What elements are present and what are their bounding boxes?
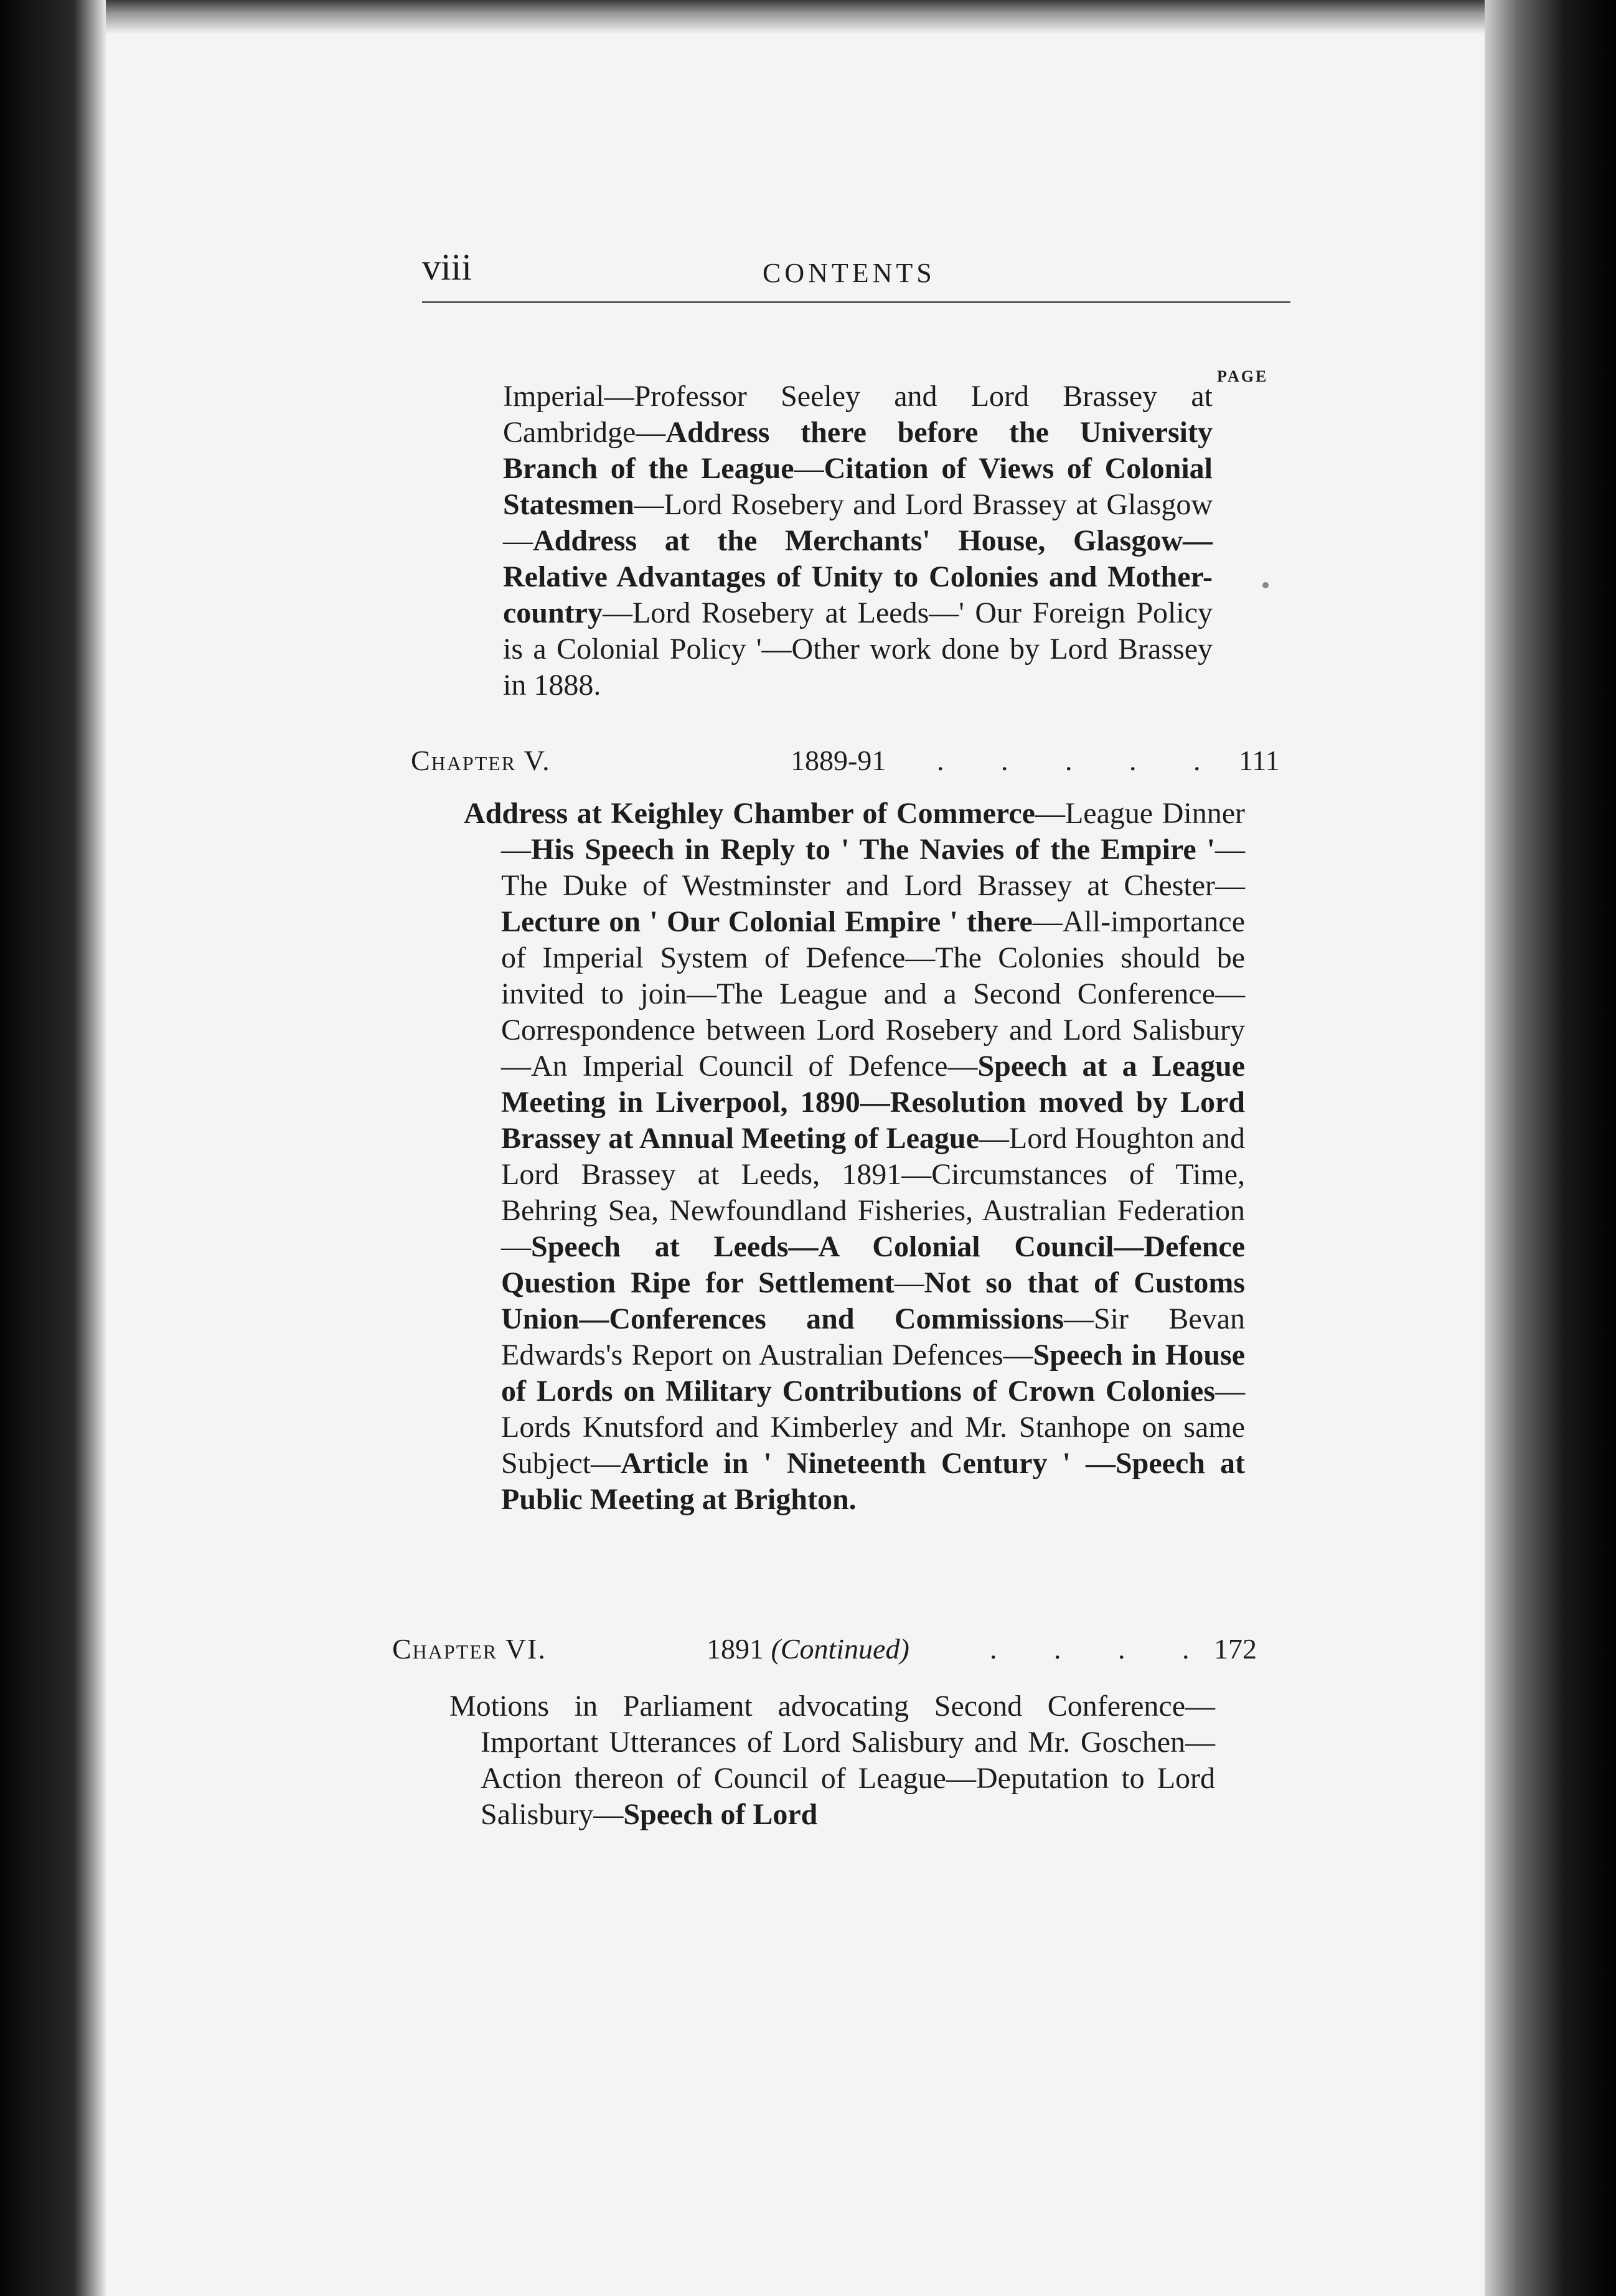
chapter-years-text: 1891 (Continued) [707,1633,909,1665]
text-run: —Lord Houghton and Lord Brassey at Leeds, 1891—Circumstances of Time, Behring Sea, Newfoundland Fisheries, Australian Federation— [501,1122,1245,1263]
contents-entry-text [503,379,1213,703]
bold-run: Speech at a League Meeting in Liverpool, 1890—Resolution moved by Lord Brassey at Annual Meeting of League [501,1050,1245,1155]
text-run: —Lord Rosebery at Leeds—' Our Foreign Policy is a Colonial Policy '—Other work done by Lord Brassey in 1888. [503,596,1213,702]
text-run: —League Dinner— [501,797,1246,866]
bold-run: Speech at Leeds—A Colonial Council—Defence Question Ripe for Settlement [501,1230,1245,1299]
print-speck [1262,582,1269,588]
book-binding-edge [1485,0,1616,2296]
bold-run: Speech in House of Lords on Military Contributions of Crown Colonies [501,1339,1246,1408]
chapter-page-number: 172 [1214,1633,1257,1665]
text-run: —Lords Knutsford and Kimberley and Mr. Stanhope on same Subject— [501,1375,1245,1480]
running-head [0,246,1616,296]
text-run: —Lord Rosebery and Lord Brassey at Glasgow— [503,488,1213,557]
page-column-label: PAGE [1217,367,1269,385]
text-run: —Sir Bevan Edwards's Report on Australian Defences— [501,1302,1245,1371]
bold-run: Lecture on ' Our Colonial Empire ' there [501,905,1033,938]
chapter-label: Chapter VI. [392,1633,547,1665]
scan-left-edge [0,0,106,2296]
bold-run: Address at Keighley Chamber of Commerce [464,797,1035,830]
bold-run: Not so that of Customs Union—Conferences and Commissions [501,1266,1245,1335]
page-title: CONTENTS [763,258,936,288]
chapter-years: 1889-91 [791,745,886,776]
contents-entry-text [464,796,1245,1518]
text-run: Imperial—Professor Seeley and Lord Brassey at Cambridge— [503,380,1213,449]
contents-entry-text [449,1688,1215,1833]
text-run: — [894,1266,924,1299]
bold-run: His Speech in Reply to ' The Navies of the Empire ' [531,833,1215,866]
chapter-page-number: 111 [1239,745,1280,776]
page-folio: viii [422,247,472,288]
bold-run: Citation of Views of Colonial Statesmen [503,452,1213,521]
bold-run: Article in ' Nineteenth Century ' —Speech at Public Meeting at Brighton. [501,1447,1245,1516]
continued-label: (Continued) [771,1633,909,1665]
text-run: —All-importance of Imperial System of Defence—The Colonies should be invited to join—The League and a Second Conference—Correspondence between Lord Rosebery and Lord Salisbury—An Imperial Council of Defence— [501,905,1245,1083]
chapter-heading [392,1632,1264,1670]
leader-dots: . . . . . [937,745,1226,776]
bold-run: Address there before the University Branch of the League [503,416,1213,485]
chapter-label: Chapter V. [411,745,551,776]
chapter-heading [411,744,1282,781]
bold-run: Address at the Merchants' House, Glasgow—Relative Advantages of Unity to Colonies and Mother-country [503,524,1213,629]
leader-dots: . . . . [990,1633,1214,1665]
text-run: Motions in Parliament advocating Second Conference—Important Utterances of Lord Salisbury and Mr. Goschen—Action thereon of Council of League—Deputation to Lord Salisbury— [449,1690,1215,1831]
text-run: — [794,452,824,485]
page-top-shadow [96,0,1528,34]
text-run: —The Duke of Westminster and Lord Brassey at Chester— [501,833,1245,902]
header-rule [422,301,1290,303]
bold-run: Speech of Lord [623,1798,818,1831]
